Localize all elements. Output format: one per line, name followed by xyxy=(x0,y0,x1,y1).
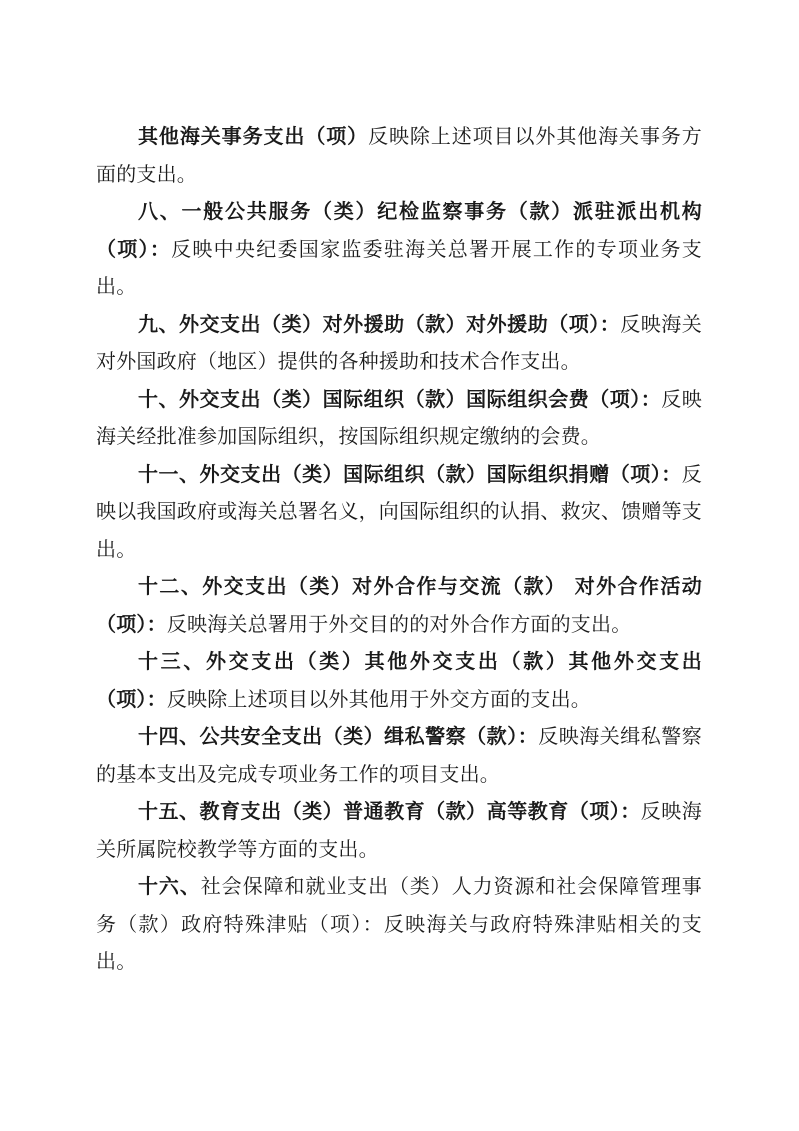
paragraph-body: 反映海关缉私警察的基本支出及完成专项业务工作的项目支出。 xyxy=(96,724,702,786)
paragraph-heading: 十一、外交支出（类）国际组织（款）国际组织捐赠（项）： xyxy=(138,461,682,486)
paragraph-item-12 xyxy=(96,568,702,643)
paragraph-body: 反映海关总署用于外交目的的对外合作方面的支出。 xyxy=(166,611,632,636)
paragraph-other-customs-affairs xyxy=(96,118,702,193)
paragraph-item-15 xyxy=(96,793,702,868)
paragraph-heading: 十四、公共安全支出（类）缉私警察（款）： xyxy=(138,724,539,748)
document-page xyxy=(96,118,702,981)
paragraph-item-8 xyxy=(96,193,702,306)
paragraph-item-11 xyxy=(96,456,702,569)
paragraph-heading: 十三、外交支出（类）其他外交支出（款）其他外交支出（项）： xyxy=(96,649,702,711)
paragraph-heading: 十、外交支出（类）国际组织（款）国际组织会费（项）： xyxy=(138,386,662,411)
paragraph-body: 反映以我国政府或海关总署名义，向国际组织的认捐、救灾、馈赠等支出。 xyxy=(96,461,702,561)
paragraph-heading: 八、一般公共服务（类）纪检监察事务（款）派驻派出机构（项）： xyxy=(96,199,702,261)
paragraph-body: 反映除上述项目以外其他海关事务方面的支出。 xyxy=(96,124,703,186)
paragraph-body: 反映中央纪委国家监委驻海关总署开展工作的专项业务支出。 xyxy=(96,236,702,298)
paragraph-heading: 十六、 xyxy=(138,874,201,898)
paragraph-heading: 十二、外交支出（类）对外合作与交流（款） 对外合作活动（项）： xyxy=(96,574,702,636)
paragraph-body: 反映海关经批准参加国际组织，按国际组织规定缴纳的会费。 xyxy=(96,386,702,448)
paragraph-heading: 十五、教育支出（类）普通教育（款）高等教育（项）： xyxy=(138,799,641,823)
paragraph-body: 反映除上述项目以外其他用于外交方面的支出。 xyxy=(166,686,592,711)
paragraph-heading: 九、外交支出（类）对外援助（款）对外援助（项）： xyxy=(138,311,621,336)
paragraph-item-10 xyxy=(96,381,702,456)
paragraph-body: 反映海关对外国政府（地区）提供的各种援助和技术合作支出。 xyxy=(96,311,702,373)
paragraph-body: 社会保障和就业支出（类）人力资源和社会保障管理事务（款）政府特殊津贴（项）：反映海关与政府特殊津贴相关的支出。 xyxy=(96,874,702,973)
paragraph-item-9 xyxy=(96,306,702,381)
paragraph-heading: 其他海关事务支出（项） xyxy=(138,124,369,148)
paragraph-body: 反映海关所属院校教学等方面的支出。 xyxy=(96,799,703,861)
paragraph-item-16 xyxy=(96,868,702,981)
paragraph-item-14 xyxy=(96,718,702,793)
paragraph-item-13 xyxy=(96,643,702,718)
